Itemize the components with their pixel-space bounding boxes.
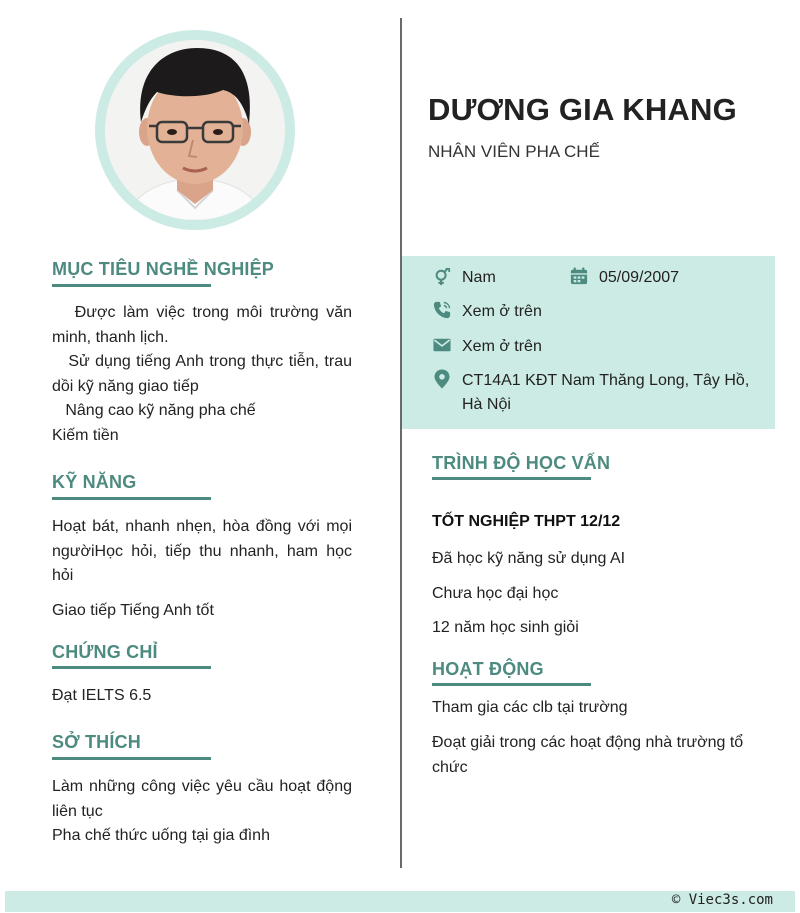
skill-item: Giao tiếp Tiếng Anh tốt xyxy=(52,602,214,619)
certificate-item: Đạt IELTS 6.5 xyxy=(52,687,152,704)
birthdate-text: 05/09/2007 xyxy=(599,269,680,286)
career-objective-text xyxy=(52,301,357,448)
education-item: Chưa học đại học xyxy=(432,585,559,602)
education-item: 12 năm học sinh giỏi xyxy=(432,619,579,636)
address-text: CT14A1 KĐT Nam Thăng Long, Tây Hồ, Hà Nội xyxy=(462,372,750,413)
education-item: Đã học kỹ năng sử dụng AI xyxy=(432,550,626,567)
location-icon xyxy=(433,369,451,389)
email-text: Xem ở trên xyxy=(462,338,542,355)
footer-credit[interactable]: © Viec3s.com xyxy=(671,892,773,908)
candidate-name: DƯƠNG GIA KHANG xyxy=(428,92,737,127)
career-objective-title: MỤC TIÊU NGHỀ NGHIỆP xyxy=(52,259,275,279)
gender-text: Nam xyxy=(462,269,496,286)
hobbies-text xyxy=(52,775,352,849)
hobbies-title: SỞ THÍCH xyxy=(52,732,141,752)
activity-item: Đoạt giải trong các hoạt động nhà trường tổ chức xyxy=(432,734,744,776)
hobbies-underline xyxy=(52,757,211,760)
education-title: TRÌNH ĐỘ HỌC VẤN xyxy=(432,453,611,473)
objective-line: Sử dụng tiếng Anh trong thực tiễn, trau dồi kỹ năng giao tiếp xyxy=(52,353,357,395)
gender-icon xyxy=(433,268,451,286)
certificates-title: CHỨNG CHỈ xyxy=(52,642,158,662)
calendar-icon xyxy=(570,267,588,285)
footer-bar xyxy=(5,891,795,912)
certificates-underline xyxy=(52,666,211,669)
contact-panel xyxy=(402,256,775,429)
skill-item: Hoạt bát, nhanh nhẹn, hòa đồng với mọi ngườiHọc hỏi, tiếp thu nhanh, ham học hỏi xyxy=(52,518,352,584)
avatar xyxy=(105,40,285,220)
avatar-frame xyxy=(95,30,295,230)
career-objective-underline xyxy=(52,284,211,287)
education-underline xyxy=(432,477,591,480)
phone-text: Xem ở trên xyxy=(462,303,542,320)
objective-line: Kiếm tiền xyxy=(52,426,119,444)
objective-line: Nâng cao kỹ năng pha chế xyxy=(52,402,256,419)
objective-line: Được làm việc trong môi trường văn minh, thanh lịch. xyxy=(52,304,357,346)
activities-title: HOẠT ĐỘNG xyxy=(432,659,544,679)
activity-item: Tham gia các clb tại trường xyxy=(432,699,628,716)
hobby-line: Làm những công việc yêu cầu hoạt động liên tục xyxy=(52,778,352,820)
email-icon xyxy=(433,336,451,354)
skills-title: KỸ NĂNG xyxy=(52,472,137,492)
activities-underline xyxy=(432,683,591,686)
column-divider xyxy=(400,18,402,868)
hobby-line: Pha chế thức uống tại gia đình xyxy=(52,827,270,844)
skills-underline xyxy=(52,497,211,500)
phone-icon xyxy=(433,301,451,319)
education-degree: TỐT NGHIỆP THPT 12/12 xyxy=(432,513,621,530)
job-title: NHÂN VIÊN PHA CHẾ xyxy=(428,142,600,161)
